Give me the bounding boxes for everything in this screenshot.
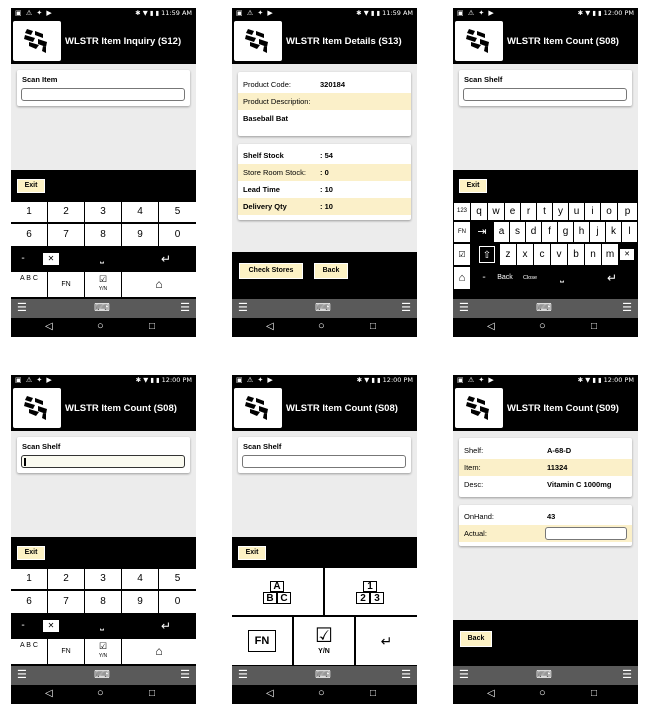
menu-left-icon[interactable]: ☰ — [238, 302, 248, 314]
key-1[interactable]: 1 — [11, 202, 47, 222]
key-minus[interactable]: - — [479, 267, 489, 289]
key-f[interactable]: f — [542, 222, 557, 242]
key-0[interactable]: 0 — [159, 591, 196, 613]
key-o[interactable]: o — [601, 203, 617, 220]
numeric-keypad — [11, 200, 196, 299]
system-nav-bar — [232, 318, 417, 337]
notification-icons: ▣ ⚠ ✦ ▶ — [15, 9, 53, 17]
zebra-logo-icon — [455, 21, 503, 61]
abc-key[interactable]: A B C — [11, 639, 47, 664]
scan-shelf-input[interactable] — [242, 455, 406, 468]
nav-bar — [453, 666, 638, 685]
shelf-stock-row: Shelf Stock : 54 — [243, 151, 333, 160]
action-bar — [232, 537, 417, 567]
home-icon[interactable]: ⌂ — [122, 639, 196, 664]
space-icon[interactable]: ⎵ — [87, 619, 117, 633]
keyboard-icon[interactable]: ⌨ — [315, 302, 331, 314]
backspace-icon[interactable]: ✕ — [43, 620, 59, 632]
home-nav-icon[interactable]: ○ — [318, 687, 325, 699]
key-z[interactable]: z — [500, 244, 516, 265]
menu-left-icon[interactable]: ☰ — [17, 669, 27, 681]
back-button[interactable]: Back — [314, 263, 348, 279]
notification-icons: ▣ ⚠ ✦ ▶ — [457, 9, 495, 17]
system-nav-bar — [11, 318, 196, 337]
enter-icon[interactable]: ↵ — [151, 252, 181, 266]
menu-left-icon[interactable]: ☰ — [238, 669, 248, 681]
system-nav-bar — [453, 318, 638, 337]
key-9[interactable]: 9 — [122, 591, 158, 613]
nav-bar — [453, 299, 638, 318]
space-icon[interactable]: ⎵ — [549, 267, 575, 289]
numbers-key[interactable]: 123 — [454, 203, 470, 220]
fn-key[interactable]: FN — [454, 222, 470, 242]
recents-nav-icon[interactable]: □ — [149, 321, 156, 332]
key-l[interactable]: l — [622, 222, 637, 242]
item-info-card — [459, 438, 632, 497]
key-1[interactable]: 1 — [11, 569, 47, 589]
scan-card — [17, 437, 190, 473]
keyboard-icon[interactable]: ⌨ — [94, 302, 110, 314]
keyboard-icon[interactable]: ⌨ — [94, 669, 110, 681]
shelf-row: Shelf: A-68-D — [464, 446, 572, 455]
scan-card — [17, 70, 190, 106]
status-time: ✱ ▼ ▮ ▮ 11:59 AM — [135, 9, 192, 17]
system-nav-bar — [453, 685, 638, 704]
key-4[interactable]: 4 — [122, 569, 158, 589]
home-nav-icon[interactable]: ○ — [539, 320, 546, 332]
status-time: ✱ ▼ ▮ ▮ 11:59 AM — [356, 9, 413, 17]
back-nav-icon[interactable]: ◁ — [487, 321, 495, 332]
menu-right-icon[interactable]: ☰ — [401, 669, 411, 681]
key-minus[interactable]: - — [11, 615, 35, 637]
home-nav-icon[interactable]: ○ — [318, 320, 325, 332]
key-3[interactable]: 3 — [85, 569, 121, 589]
app-header — [453, 386, 638, 431]
app-header — [232, 386, 417, 431]
onhand-row: OnHand: 43 — [464, 512, 556, 521]
action-bar — [453, 170, 638, 200]
key-h[interactable]: h — [574, 222, 589, 242]
qwerty-keyboard — [453, 200, 638, 299]
home-icon[interactable]: ⌂ — [454, 267, 470, 289]
home-icon[interactable]: ⌂ — [122, 272, 196, 297]
yn-key[interactable]: ☑ Y/N — [85, 639, 121, 664]
key-j[interactable]: j — [590, 222, 605, 242]
key-e[interactable]: e — [505, 203, 520, 220]
backspace-icon[interactable]: ✕ — [620, 249, 634, 260]
nav-bar — [232, 299, 417, 318]
key-g[interactable]: g — [558, 222, 573, 242]
scan-shelf-label: Scan Shelf — [464, 75, 503, 84]
menu-left-icon[interactable]: ☰ — [459, 302, 469, 314]
key-s[interactable]: s — [510, 222, 525, 242]
product-card — [238, 72, 411, 136]
screen-item-count-numpad — [11, 375, 196, 704]
key-p[interactable]: p — [618, 203, 637, 220]
delivery-qty-row: Delivery Qty : 10 — [238, 198, 411, 215]
back-button[interactable]: Back — [460, 631, 492, 647]
key-y[interactable]: y — [553, 203, 568, 220]
key-x[interactable]: x — [517, 244, 533, 265]
key-n[interactable]: n — [585, 244, 601, 265]
zebra-logo-icon — [455, 388, 503, 428]
key-q[interactable]: q — [471, 203, 487, 220]
notification-icons: ▣ ⚠ ✦ ▶ — [15, 376, 53, 384]
exit-button[interactable]: Exit — [238, 546, 266, 560]
mode-keypad — [232, 567, 417, 666]
key-6[interactable]: 6 — [11, 224, 47, 246]
screen-item-count-qwerty — [453, 8, 638, 337]
key-3[interactable]: 3 — [85, 202, 121, 222]
notification-icons: ▣ ⚠ ✦ ▶ — [236, 376, 274, 384]
screen-item-count-modepad — [232, 375, 417, 704]
scan-shelf-input[interactable] — [21, 455, 185, 468]
yn-mode-key[interactable]: ☑ Y/N — [294, 617, 354, 665]
status-time: ✱ ▼ ▮ ▮ 12:00 PM — [577, 9, 634, 17]
key-i[interactable]: i — [585, 203, 600, 220]
menu-right-icon[interactable]: ☰ — [622, 669, 632, 681]
actual-row: Actual: — [459, 525, 632, 542]
key-u[interactable]: u — [569, 203, 584, 220]
keyboard-back-key[interactable]: Back — [493, 267, 517, 289]
desc-row: Desc: Vitamin C 1000mg — [464, 480, 612, 489]
text-caret — [24, 458, 26, 466]
product-desc-row: Product Description: — [238, 93, 411, 110]
tab-icon[interactable]: ⇥ — [471, 222, 493, 242]
item-row: Item: 11324 — [459, 459, 632, 476]
back-nav-icon[interactable]: ◁ — [487, 688, 495, 699]
action-bar — [11, 537, 196, 567]
product-desc-value: Baseball Bat — [243, 114, 289, 123]
123-mode-key[interactable]: 1 2 3 — [325, 568, 417, 615]
nav-bar — [11, 666, 196, 685]
main-content — [453, 64, 638, 170]
menu-right-icon[interactable]: ☰ — [401, 302, 411, 314]
home-nav-icon[interactable]: ○ — [97, 320, 104, 332]
page-title: WLSTR Item Count (S08) — [65, 403, 177, 414]
actual-input[interactable] — [545, 527, 627, 540]
key-2[interactable]: 2 — [48, 202, 84, 222]
scan-item-label: Scan Item — [22, 75, 58, 84]
page-title: WLSTR Item Inquiry (S12) — [65, 36, 182, 47]
exit-button[interactable]: Exit — [459, 179, 487, 193]
zebra-logo-icon — [234, 388, 282, 428]
abc-key[interactable]: A B C — [11, 272, 47, 297]
home-nav-icon[interactable]: ○ — [539, 687, 546, 699]
exit-button[interactable]: Exit — [17, 179, 45, 193]
status-time: ✱ ▼ ▮ ▮ 12:00 PM — [135, 376, 192, 384]
scan-shelf-input[interactable] — [463, 88, 627, 101]
zebra-logo-icon — [13, 21, 61, 61]
recents-nav-icon[interactable]: □ — [591, 321, 598, 332]
app-header — [11, 19, 196, 64]
key-0[interactable]: 0 — [159, 224, 196, 246]
page-title: WLSTR Item Count (S08) — [507, 36, 619, 47]
screen-item-details — [232, 8, 417, 337]
key-8[interactable]: 8 — [85, 591, 121, 613]
menu-right-icon[interactable]: ☰ — [180, 302, 190, 314]
main-content — [11, 431, 196, 537]
key-5[interactable]: 5 — [159, 202, 196, 222]
nav-bar — [11, 299, 196, 318]
scan-item-input[interactable] — [21, 88, 185, 101]
enter-icon[interactable]: ↵ — [151, 619, 181, 633]
nav-bar — [232, 666, 417, 685]
backspace-icon[interactable]: ✕ — [43, 253, 59, 265]
scan-card — [238, 437, 411, 473]
key-v[interactable]: v — [551, 244, 567, 265]
yn-key[interactable]: ☑ Y/N — [85, 272, 121, 297]
key-4[interactable]: 4 — [122, 202, 158, 222]
home-nav-icon[interactable]: ○ — [97, 687, 104, 699]
keyboard-icon[interactable]: ⌨ — [315, 669, 331, 681]
scan-shelf-label: Scan Shelf — [243, 442, 282, 451]
action-bar — [11, 170, 196, 200]
key-minus[interactable]: - — [11, 248, 35, 270]
app-header — [453, 19, 638, 64]
back-nav-icon[interactable]: ◁ — [266, 688, 274, 699]
app-header — [232, 19, 417, 64]
status-bar — [232, 375, 417, 386]
notification-icons: ▣ ⚠ ✦ ▶ — [457, 376, 495, 384]
page-title: WLSTR Item Count (S08) — [286, 403, 398, 414]
keyboard-icon[interactable]: ⌨ — [536, 302, 552, 314]
main-content — [453, 431, 638, 620]
key-5[interactable]: 5 — [159, 569, 196, 589]
status-time: ✱ ▼ ▮ ▮ 12:00 PM — [356, 376, 413, 384]
notification-icons: ▣ ⚠ ✦ ▶ — [236, 9, 274, 17]
space-icon[interactable]: ⎵ — [87, 252, 117, 266]
key-t[interactable]: t — [537, 203, 552, 220]
key-7[interactable]: 7 — [48, 591, 84, 613]
storeroom-row: Store Room Stock: : 0 — [238, 164, 411, 181]
key-b[interactable]: b — [568, 244, 584, 265]
system-nav-bar — [232, 685, 417, 704]
page-title: WLSTR Item Count (S09) — [507, 403, 619, 414]
menu-right-icon[interactable]: ☰ — [622, 302, 632, 314]
fn-key[interactable]: FN — [48, 272, 84, 297]
main-content — [11, 64, 196, 170]
action-bar — [232, 252, 417, 299]
menu-left-icon[interactable]: ☰ — [17, 302, 27, 314]
recents-nav-icon[interactable]: □ — [370, 688, 377, 699]
key-r[interactable]: r — [521, 203, 536, 220]
abc-mode-key[interactable]: A B C — [232, 568, 323, 615]
keyboard-icon[interactable]: ⌨ — [536, 669, 552, 681]
key-6[interactable]: 6 — [11, 591, 47, 613]
recents-nav-icon[interactable]: □ — [370, 321, 377, 332]
status-bar — [11, 8, 196, 19]
main-content — [232, 64, 417, 252]
menu-left-icon[interactable]: ☰ — [459, 669, 469, 681]
product-code-row: Product Code: 320184 — [243, 80, 346, 89]
app-header — [11, 386, 196, 431]
key-c[interactable]: c — [534, 244, 550, 265]
recents-nav-icon[interactable]: □ — [149, 688, 156, 699]
status-bar — [453, 375, 638, 386]
key-w[interactable]: w — [488, 203, 504, 220]
key-9[interactable]: 9 — [122, 224, 158, 246]
fn-mode-key[interactable]: FN — [232, 617, 292, 665]
exit-button[interactable]: Exit — [17, 546, 45, 560]
recents-nav-icon[interactable]: □ — [591, 688, 598, 699]
status-bar — [232, 8, 417, 19]
zebra-logo-icon — [13, 388, 61, 428]
screen-item-count-s09 — [453, 375, 638, 704]
status-time: ✱ ▼ ▮ ▮ 12:00 PM — [577, 376, 634, 384]
key-d[interactable]: d — [526, 222, 541, 242]
key-8[interactable]: 8 — [85, 224, 121, 246]
fn-key[interactable]: FN — [48, 639, 84, 664]
menu-right-icon[interactable]: ☰ — [180, 669, 190, 681]
key-a[interactable]: a — [494, 222, 509, 242]
status-bar — [11, 375, 196, 386]
screen-item-inquiry — [11, 8, 196, 337]
back-nav-icon[interactable]: ◁ — [266, 321, 274, 332]
shift-icon[interactable]: ⇧ — [479, 246, 495, 263]
page-title: WLSTR Item Details (S13) — [286, 36, 402, 47]
back-nav-icon[interactable]: ◁ — [45, 688, 53, 699]
key-2[interactable]: 2 — [48, 569, 84, 589]
numeric-keypad — [11, 567, 196, 666]
stock-card — [238, 144, 411, 220]
check-stores-button[interactable]: Check Stores — [239, 263, 303, 279]
enter-icon[interactable]: ↵ — [599, 267, 625, 289]
zebra-logo-icon — [234, 21, 282, 61]
yn-key[interactable]: ☑ — [454, 244, 470, 265]
scan-card — [459, 70, 632, 106]
enter-icon[interactable]: ↵ — [356, 617, 417, 665]
scan-shelf-label: Scan Shelf — [22, 442, 61, 451]
status-bar — [453, 8, 638, 19]
count-card — [459, 505, 632, 546]
keyboard-close-key[interactable]: Close — [518, 267, 542, 289]
key-k[interactable]: k — [606, 222, 621, 242]
system-nav-bar — [11, 685, 196, 704]
key-7[interactable]: 7 — [48, 224, 84, 246]
main-content — [232, 431, 417, 537]
lead-time-row: Lead Time : 10 — [243, 185, 333, 194]
key-m[interactable]: m — [602, 244, 618, 265]
action-bar — [453, 620, 638, 666]
back-nav-icon[interactable]: ◁ — [45, 321, 53, 332]
